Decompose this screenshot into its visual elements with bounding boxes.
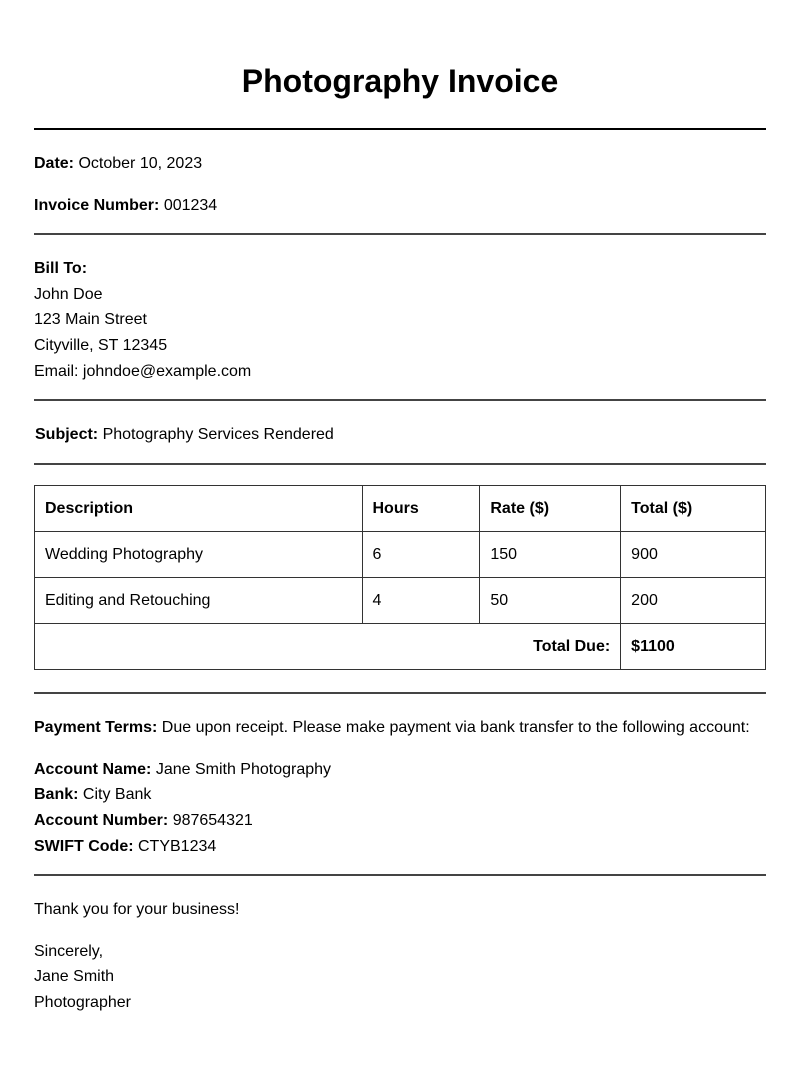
subject-line <box>35 425 334 445</box>
invoice-number-value: 001234 <box>163 197 218 214</box>
account-number-line <box>34 811 253 831</box>
date-line <box>34 154 202 174</box>
account-number-label: Account Number: <box>34 812 169 829</box>
table-row <box>35 578 766 624</box>
divider <box>34 692 766 694</box>
divider <box>34 463 766 465</box>
divider <box>34 128 766 130</box>
total-due-value: $1100 <box>621 624 766 670</box>
column-header-hours: Hours <box>362 486 480 532</box>
line-items-table <box>34 485 766 670</box>
date-label: Date: <box>34 155 75 172</box>
table-total-row <box>35 624 766 670</box>
account-name-value: Jane Smith Photography <box>155 761 332 778</box>
date-value: October 10, 2023 <box>78 155 203 172</box>
swift-code-line <box>34 837 216 857</box>
swift-code-label: SWIFT Code: <box>34 838 134 855</box>
bank-label: Bank: <box>34 786 79 803</box>
bill-to-email: Email: johndoe@example.com <box>34 363 252 380</box>
swift-code-value: CTYB1234 <box>138 838 217 855</box>
bank-line <box>34 785 151 805</box>
cell-total: 200 <box>621 578 766 624</box>
cell-total: 900 <box>621 532 766 578</box>
subject-label: Subject: <box>35 426 99 443</box>
page-title: Photography Invoice <box>241 63 559 99</box>
signer-title: Photographer <box>34 994 131 1011</box>
divider <box>34 874 766 876</box>
bill-to-street: 123 Main Street <box>34 311 147 328</box>
cell-rate: 50 <box>480 578 621 624</box>
divider <box>34 233 766 235</box>
bill-to-city: Cityville, ST 12345 <box>34 337 168 354</box>
bank-value: City Bank <box>82 786 152 803</box>
account-name-label: Account Name: <box>34 761 152 778</box>
account-number-value: 987654321 <box>172 812 253 829</box>
sign-off: Sincerely, <box>34 943 104 960</box>
account-name-line <box>34 760 331 780</box>
column-header-description: Description <box>35 486 363 532</box>
invoice-number-label: Invoice Number: <box>34 197 160 214</box>
table-header-row <box>35 486 766 532</box>
divider <box>34 399 766 401</box>
payment-terms-line <box>34 718 750 738</box>
invoice-number-line <box>34 196 217 216</box>
thank-you-note: Thank you for your business! <box>34 901 240 918</box>
cell-hours: 6 <box>362 532 480 578</box>
total-due-label: Total Due: <box>35 624 621 670</box>
cell-rate: 150 <box>480 532 621 578</box>
signer-name: Jane Smith <box>34 968 115 985</box>
column-header-rate: Rate ($) <box>480 486 621 532</box>
payment-terms-value: Due upon receipt. Please make payment via bank transfer to the following account: <box>161 719 750 736</box>
cell-description: Editing and Retouching <box>35 578 363 624</box>
bill-to-heading: Bill To: <box>34 260 88 277</box>
cell-hours: 4 <box>362 578 480 624</box>
bill-to-name: John Doe <box>34 286 103 303</box>
column-header-total: Total ($) <box>621 486 766 532</box>
bill-to-label <box>34 259 87 279</box>
subject-value: Photography Services Rendered <box>102 426 334 443</box>
cell-description: Wedding Photography <box>35 532 363 578</box>
table-row <box>35 532 766 578</box>
payment-terms-label: Payment Terms: <box>34 719 158 736</box>
